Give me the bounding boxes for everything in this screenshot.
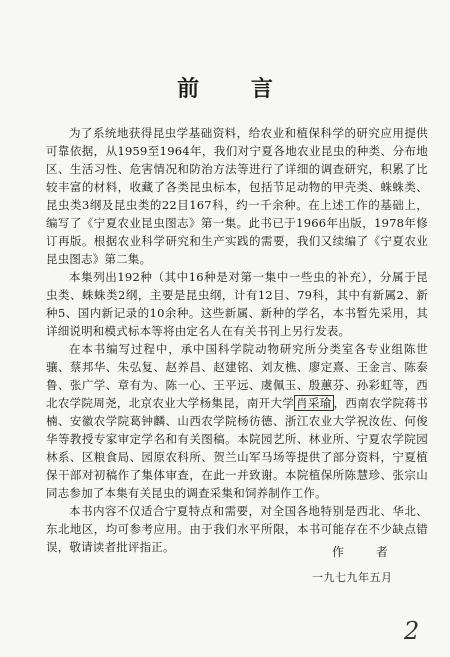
paragraph-3 — [46, 340, 428, 502]
page-number: 2 — [404, 617, 420, 645]
paragraph-2 — [46, 268, 428, 340]
paragraph-1 — [46, 124, 428, 268]
paragraph-1-text: 为了系统地获得昆虫学基础资料，给农业和植保科学的研究应用提供可靠依据，从1959至1964年，我们对宁夏各地农业昆虫的种类、分布地区、生活习性、危害情况和防治方法等进行了详细的调查研究，积累了比较丰富的材料，收藏了各类昆虫标本，包括节足动物的甲壳类、蛛蛛类、昆虫类3纲及昆虫类的22目167科，约一千余种。在上述工作的基础上，编写了《宁夏农业昆虫图志》第一集。此书已于1966年出版，1978年修订再版。根据农业科学研究和生产实践的需要，我们又续编了《宁夏农业昆虫图志》第二集。 — [46, 126, 428, 266]
paragraph-3-text-after: ，西南农学院蒋书楠、安徽农学院葛钟麟、山西农学院杨彷德、浙江农业大学祝汝佐、何俊华等教授专家审定学名和有关图稿。本院园艺所、林业所、宁夏农学院园林系、区粮食局、园原农科所、贺兰山军马场等提供了部分资料，宁夏植保干部对初稿作了集体审查，在此一并致谢。本院植保所陈慧珍、张宗山同志参加了本集有关昆虫的调查采集和饲养制作工作。 — [46, 396, 428, 500]
paragraph-3-text-before: 在本书编写过程中，承中国科学院动物研究所分类室各专业组陈世骧、蔡邦华、朱弘复、赵养昌、赵建铭、刘友樵、廖定熹、王金言、陈泰鲁、张广学、章有为、陈一心、王平远、虞佩玉、殷蕙芬、孙彩虹等，西北农学院周尧，北京农业大学杨集昆，南开大学 — [46, 342, 428, 410]
paragraph-4-text: 本书内容不仅适合宁夏特点和需要，对全国各地特别是西北、华北、东北地区，均可参考应用。由于我们水平所限，本书可能存在不少缺点错误，敬请读者批评指正。 — [46, 504, 428, 554]
preface-body — [46, 124, 428, 556]
boxed-name: 肖采瑜 — [296, 396, 332, 410]
date-line: 一九七九年五月 — [312, 571, 393, 584]
page-title: 前 言 — [177, 77, 295, 102]
author-signature: 作 者 — [332, 545, 402, 559]
paragraph-2-text: 本集列出192种（其中16种是对第一集中一些虫的补充），分属于昆虫类、蛛蛛类2纲，主要是昆虫纲，计有12目、79科，其中有新属2、新种5、国内新记录的10余种。这些新属、新种的学名，本书暂先采用，其详细说明和模式标本等将由定名人在有关书刊上另行发表。 — [46, 270, 428, 338]
